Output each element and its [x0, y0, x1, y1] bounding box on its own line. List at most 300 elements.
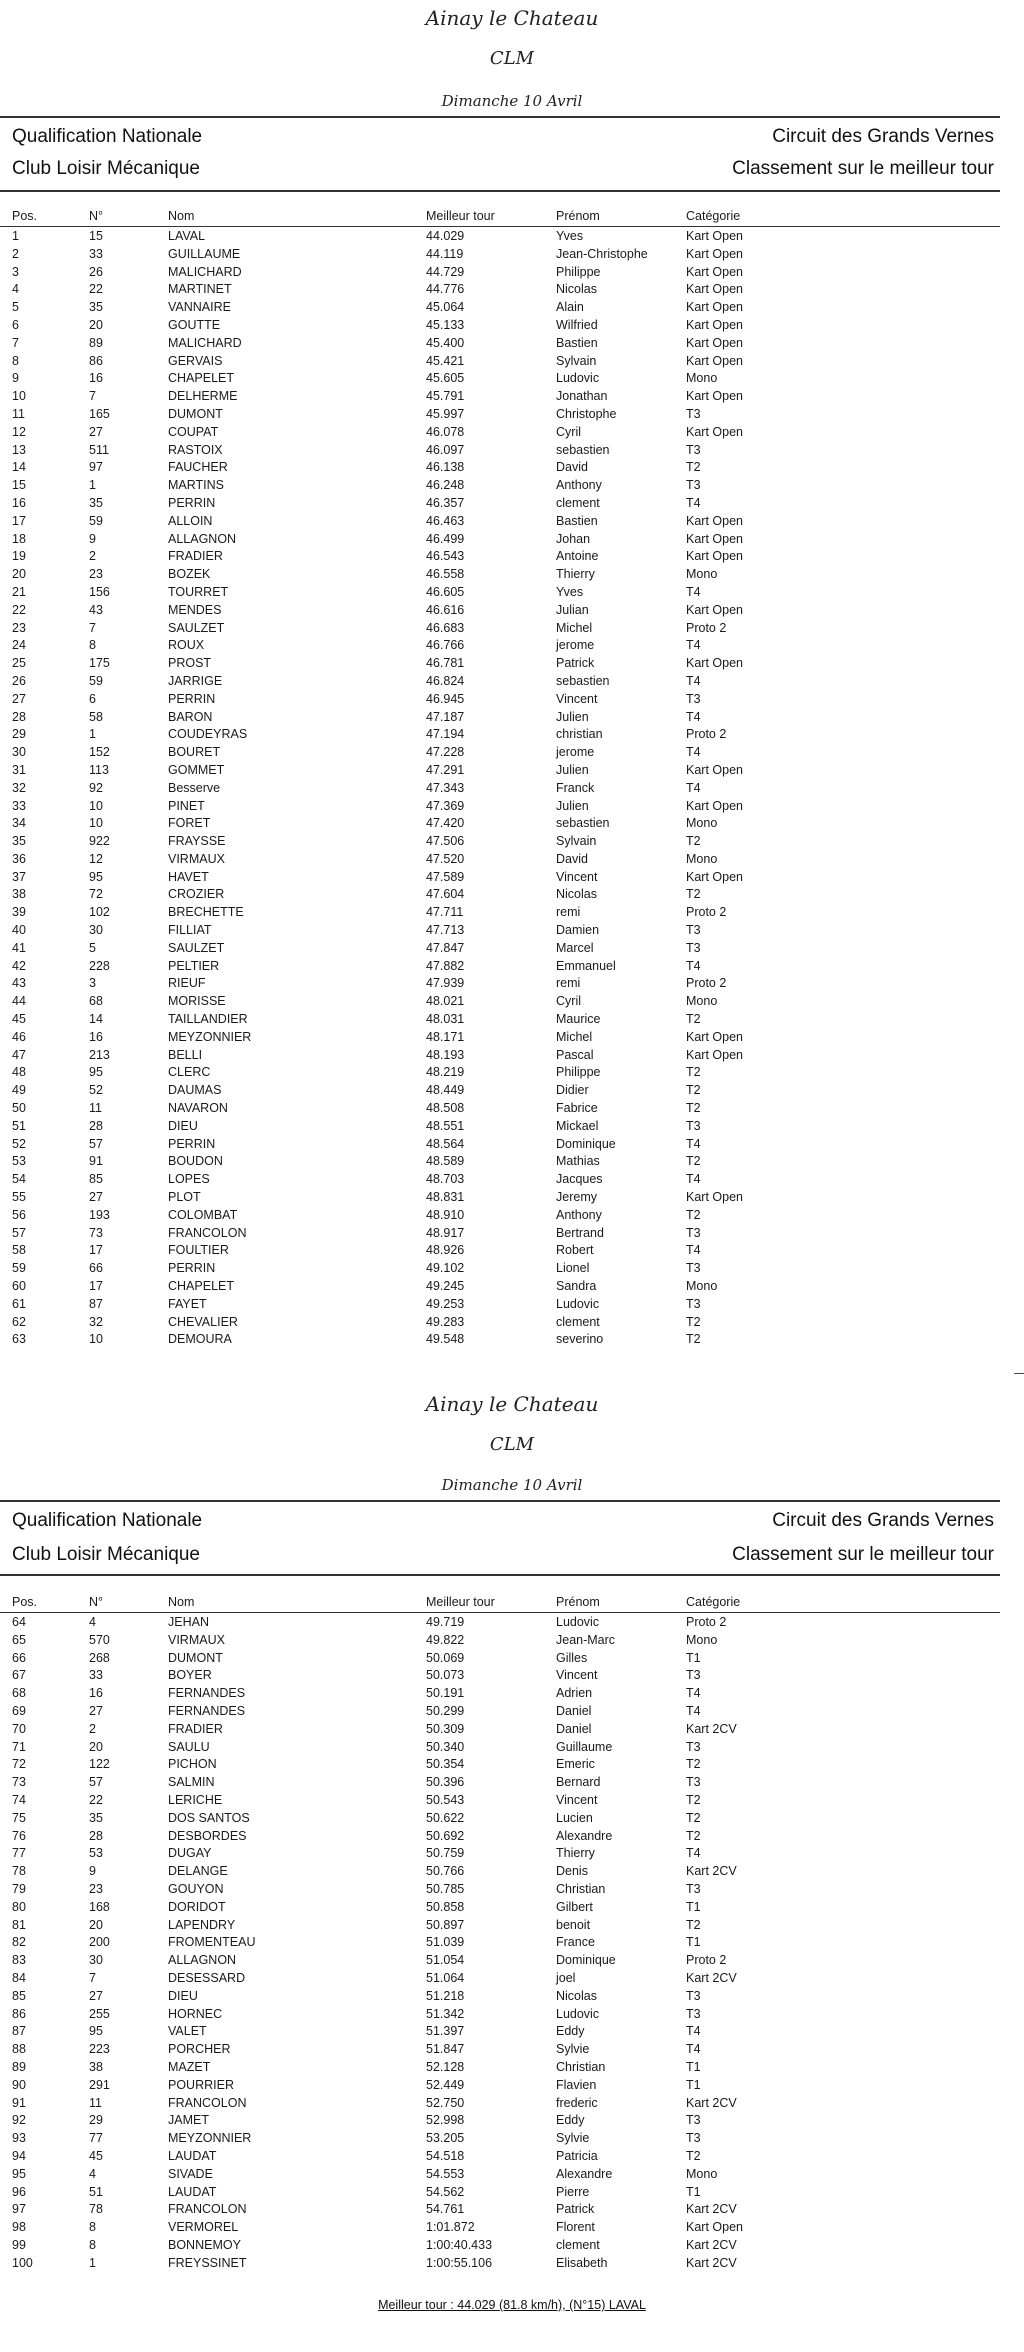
table-row: [0, 1189, 1000, 1207]
cell-first-name: Franck: [556, 780, 595, 795]
cell-first-name: Vincent: [556, 691, 598, 706]
table-row: [0, 2077, 1000, 2095]
cell-best-lap: 44.776: [426, 282, 465, 297]
table-row: [0, 709, 1000, 727]
cell-name: COLOMBAT: [168, 1207, 238, 1222]
table-row: [0, 2255, 1000, 2273]
col-header-name: Nom: [168, 209, 195, 223]
cell-category: T2: [686, 1101, 701, 1116]
cell-first-name: Sandra: [556, 1279, 597, 1294]
cell-category: Kart Open: [686, 1029, 743, 1044]
cell-category: Kart Open: [686, 389, 743, 404]
cell-first-name: Ludovic: [556, 1615, 600, 1629]
cell-number: 86: [89, 353, 103, 368]
cell-best-lap: 46.463: [426, 513, 465, 528]
cell-number: 35: [89, 1810, 103, 1825]
cell-category: Mono: [686, 1279, 718, 1294]
cell-pos: 63: [12, 1332, 26, 1347]
cell-name: CHEVALIER: [168, 1314, 238, 1329]
cell-number: 2: [89, 1721, 96, 1736]
table-row: [0, 1029, 1000, 1047]
cell-name: FRAYSSE: [168, 834, 226, 849]
cell-category: T2: [686, 1828, 701, 1843]
cell-best-lap: 47.187: [426, 709, 465, 724]
table-row: [0, 2041, 1000, 2059]
cell-number: 91: [89, 1154, 103, 1169]
table-row: [0, 1917, 1000, 1935]
table-row: [0, 1331, 1000, 1349]
cell-pos: 27: [12, 691, 26, 706]
cell-name: PINET: [168, 798, 205, 813]
table-row: [0, 1970, 1000, 1988]
cell-number: 9: [89, 1864, 96, 1879]
competition-title: Qualification Nationale: [12, 126, 203, 147]
cell-name: SALMIN: [168, 1775, 215, 1790]
cell-category: T1: [686, 1935, 701, 1950]
cell-pos: 51: [12, 1118, 26, 1133]
cell-best-lap: 54.553: [426, 2166, 465, 2181]
cell-category: T3: [686, 2131, 701, 2146]
table-row: [0, 1650, 1000, 1668]
cell-name: FROMENTEAU: [168, 1935, 256, 1950]
cell-name: MORISSE: [168, 994, 226, 1009]
cell-category: Kart Open: [686, 335, 743, 350]
table-row: [0, 1047, 1000, 1065]
cell-number: 268: [89, 1650, 110, 1665]
table-row: [0, 673, 1000, 691]
cell-number: 20: [89, 317, 103, 332]
cell-first-name: benoit: [556, 1917, 591, 1932]
table-row: [0, 2237, 1000, 2255]
cell-first-name: Michel: [556, 1029, 593, 1044]
cell-best-lap: 45.400: [426, 335, 465, 350]
cell-number: 95: [89, 1065, 103, 1080]
cell-name: FAUCHER: [168, 460, 228, 475]
table-row: [0, 1225, 1000, 1243]
cell-name: DEMOURA: [168, 1332, 232, 1347]
cell-number: 72: [89, 887, 103, 902]
cell-name: COUPAT: [168, 424, 219, 439]
cell-name: DORIDOT: [168, 1899, 226, 1914]
cell-best-lap: 44.729: [426, 264, 465, 279]
cell-pos: 33: [12, 798, 26, 813]
cell-best-lap: 47.711: [426, 905, 464, 920]
cell-name: BRECHETTE: [168, 905, 244, 920]
cell-number: 20: [89, 1917, 103, 1932]
cell-first-name: Pascal: [556, 1047, 594, 1062]
table-row: [0, 1810, 1000, 1828]
cell-number: 57: [89, 1136, 103, 1151]
cell-best-lap: 48.021: [426, 994, 465, 1009]
cell-best-lap: 50.897: [426, 1917, 465, 1932]
cell-pos: 5: [12, 300, 19, 315]
table-row: [0, 833, 1000, 851]
cell-pos: 88: [12, 2042, 26, 2057]
cell-number: 11: [89, 1101, 102, 1116]
cell-pos: 79: [12, 1881, 26, 1896]
cell-first-name: Cyril: [556, 994, 581, 1009]
cell-category: T4: [686, 1243, 701, 1258]
cell-best-lap: 47.939: [426, 976, 465, 991]
cell-best-lap: 53.205: [426, 2131, 465, 2146]
table-row: [0, 1774, 1000, 1792]
cell-name: TOURRET: [168, 584, 229, 599]
cell-best-lap: 47.369: [426, 798, 465, 813]
cell-number: 33: [89, 246, 103, 261]
cell-pos: 59: [12, 1261, 26, 1276]
cell-name: MALICHARD: [168, 264, 242, 279]
cell-best-lap: 45.133: [426, 317, 465, 332]
cell-first-name: Sylvie: [556, 2131, 590, 2146]
cell-category: T2: [686, 1083, 701, 1098]
cell-pos: 35: [12, 834, 26, 849]
cell-name: BELLI: [168, 1047, 203, 1062]
cell-first-name: Patrick: [556, 656, 595, 671]
cell-first-name: joel: [556, 1970, 576, 1985]
cell-best-lap: 50.073: [426, 1668, 465, 1683]
cell-number: 85: [89, 1172, 103, 1187]
cell-pos: 39: [12, 905, 26, 920]
cell-category: T1: [686, 2059, 701, 2074]
cell-category: T1: [686, 2184, 701, 2199]
cell-best-lap: 1:00:55.106: [426, 2255, 493, 2270]
table-row: [0, 1828, 1000, 1846]
cell-number: 59: [89, 513, 103, 528]
cell-name: MALICHARD: [168, 335, 242, 350]
cell-first-name: Flavien: [556, 2077, 597, 2092]
cell-first-name: David: [556, 851, 588, 866]
cell-number: 38: [89, 2059, 103, 2074]
cell-first-name: Ludovic: [556, 371, 600, 386]
cell-pos: 29: [12, 727, 26, 742]
cell-number: 9: [89, 531, 96, 546]
cell-name: GUILLAUME: [168, 246, 241, 261]
cell-category: T3: [686, 2006, 701, 2021]
cell-number: 570: [89, 1632, 110, 1647]
cell-number: 89: [89, 335, 103, 350]
table-row: [0, 1011, 1000, 1029]
col-header-number: N°: [89, 1595, 104, 1609]
cell-pos: 50: [12, 1101, 26, 1116]
cell-name: DELANGE: [168, 1864, 228, 1879]
cell-name: BONNEMOY: [168, 2237, 241, 2252]
cell-number: 10: [89, 816, 103, 831]
table-row: [0, 388, 1000, 406]
cell-name: MARTINS: [168, 478, 225, 493]
cell-best-lap: 50.299: [426, 1703, 465, 1718]
cell-number: 30: [89, 1953, 103, 1968]
cell-first-name: Sylvain: [556, 834, 597, 849]
cell-first-name: Jonathan: [556, 389, 608, 404]
cell-number: 30: [89, 923, 103, 938]
cell-pos: 41: [12, 940, 26, 955]
cell-number: 28: [89, 1118, 103, 1133]
cell-pos: 100: [12, 2255, 33, 2270]
ranking-basis: Classement sur le meilleur tour: [732, 158, 994, 179]
cell-pos: 84: [12, 1970, 26, 1985]
cell-pos: 49: [12, 1083, 26, 1098]
cell-pos: 25: [12, 656, 26, 671]
table-row: [0, 1632, 1000, 1650]
table-row: [0, 1314, 1000, 1332]
cell-first-name: Yves: [556, 229, 584, 243]
cell-best-lap: 51.397: [426, 2024, 465, 2039]
cell-pos: 4: [12, 282, 19, 297]
cell-number: 511: [89, 442, 109, 457]
col-header-first-name: Prénom: [556, 1595, 600, 1609]
cell-pos: 26: [12, 673, 26, 688]
cell-number: 78: [89, 2202, 103, 2217]
cell-best-lap: 50.069: [426, 1650, 465, 1665]
table-row: [0, 1100, 1000, 1118]
cell-number: 53: [89, 1846, 103, 1861]
cell-pos: 9: [12, 371, 19, 386]
cell-pos: 1: [12, 229, 19, 243]
cell-category: T3: [686, 442, 701, 457]
cell-first-name: Sylvain: [556, 353, 597, 368]
cell-number: 3: [89, 976, 96, 991]
cell-name: SIVADE: [168, 2166, 213, 2181]
cell-name: HORNEC: [168, 2006, 223, 2021]
column-header-row: [0, 209, 1000, 227]
cell-category: T1: [686, 1650, 701, 1665]
cell-best-lap: 45.421: [426, 353, 465, 368]
cell-category: Kart 2CV: [686, 2255, 737, 2270]
cell-number: 168: [89, 1899, 110, 1914]
cell-best-lap: 51.342: [426, 2006, 465, 2021]
cell-number: 92: [89, 780, 103, 795]
cell-first-name: Lucien: [556, 1810, 593, 1825]
cell-category: T4: [686, 1172, 701, 1187]
cell-best-lap: 51.218: [426, 1988, 465, 2003]
header-bottom-rule: [0, 1574, 1000, 1576]
cell-first-name: Anthony: [556, 1207, 602, 1222]
cell-pos: 64: [12, 1615, 26, 1629]
cell-pos: 8: [12, 353, 19, 368]
cell-best-lap: 45.997: [426, 406, 465, 421]
cell-name: PORCHER: [168, 2042, 231, 2057]
cell-pos: 42: [12, 958, 26, 973]
cell-number: 17: [89, 1243, 103, 1258]
cell-name: DESBORDES: [168, 1828, 247, 1843]
cell-name: VIRMAUX: [168, 1632, 225, 1647]
cell-category: Proto 2: [686, 727, 727, 742]
cell-first-name: Cyril: [556, 424, 581, 439]
table-row: [0, 602, 1000, 620]
circuit-name: Circuit des Grands Vernes: [772, 1510, 994, 1531]
col-header-name: Nom: [168, 1595, 195, 1609]
cell-best-lap: 48.703: [426, 1172, 465, 1187]
cell-best-lap: 52.128: [426, 2059, 465, 2074]
cell-pos: 78: [12, 1864, 26, 1879]
cell-category: Kart Open: [686, 229, 743, 243]
table-row: [0, 1899, 1000, 1917]
race-type: CLM: [489, 48, 535, 69]
cell-number: 165: [89, 406, 110, 421]
table-row: [0, 744, 1000, 762]
cell-category: T4: [686, 745, 701, 760]
cell-name: PROST: [168, 656, 212, 671]
cell-first-name: Emmanuel: [556, 958, 616, 973]
cell-pos: 43: [12, 976, 26, 991]
cell-first-name: Guillaume: [556, 1739, 613, 1754]
cell-name: ALLAGNON: [168, 531, 237, 546]
cell-name: PERRIN: [168, 1136, 216, 1151]
cell-pos: 23: [12, 620, 26, 635]
cell-best-lap: 47.506: [426, 834, 465, 849]
table-row: [0, 1863, 1000, 1881]
competition-title: Qualification Nationale: [12, 1510, 203, 1531]
cell-number: 29: [89, 2113, 103, 2128]
cell-first-name: Pierre: [556, 2184, 590, 2199]
table-row: [0, 495, 1000, 513]
cell-number: 5: [89, 940, 96, 955]
cell-pos: 85: [12, 1988, 26, 2003]
cell-category: T2: [686, 834, 701, 849]
cell-first-name: Marcel: [556, 940, 594, 955]
cell-category: Mono: [686, 2166, 718, 2181]
cell-pos: 3: [12, 264, 19, 279]
cell-first-name: Robert: [556, 1243, 594, 1258]
cell-category: T3: [686, 1668, 701, 1683]
cell-name: BOUDON: [168, 1154, 223, 1169]
club-name: Club Loisir Mécanique: [12, 1544, 200, 1565]
cell-name: JARRIGE: [168, 673, 223, 688]
cell-pos: 15: [12, 478, 26, 493]
cell-first-name: Philippe: [556, 1065, 601, 1080]
cell-pos: 92: [12, 2113, 26, 2128]
cell-first-name: Daniel: [556, 1703, 592, 1718]
cell-first-name: Julien: [556, 762, 589, 777]
table-row: [0, 798, 1000, 816]
cell-best-lap: 48.917: [426, 1225, 465, 1240]
cell-category: T4: [686, 495, 701, 510]
cell-pos: 45: [12, 1012, 26, 1027]
cell-best-lap: 50.340: [426, 1739, 465, 1754]
cell-category: Kart Open: [686, 1190, 743, 1205]
cell-name: JAMET: [168, 2113, 209, 2128]
cell-name: SAULZET: [168, 940, 225, 955]
table-row: [0, 2059, 1000, 2077]
cell-pos: 68: [12, 1686, 26, 1701]
cell-name: CHAPELET: [168, 1279, 234, 1294]
cell-number: 10: [89, 798, 103, 813]
event-title: Ainay le Chateau: [425, 1392, 599, 1416]
cell-best-lap: 47.228: [426, 745, 465, 760]
cell-pos: 65: [12, 1632, 26, 1647]
cell-number: 59: [89, 673, 103, 688]
table-row: [0, 335, 1000, 353]
cell-number: 15: [89, 229, 103, 243]
cell-pos: 22: [12, 602, 26, 617]
cell-best-lap: 44.029: [426, 229, 465, 243]
cell-number: 255: [89, 2006, 110, 2021]
cell-name: FRADIER: [168, 1721, 223, 1736]
cell-pos: 91: [12, 2095, 26, 2110]
cell-number: 17: [89, 1279, 103, 1294]
cell-name: VERMOREL: [168, 2220, 239, 2235]
cell-pos: 44: [12, 994, 26, 1009]
cell-pos: 86: [12, 2006, 26, 2021]
cell-pos: 55: [12, 1190, 26, 1205]
cell-name: DIEU: [168, 1988, 198, 2003]
cell-name: FORET: [168, 816, 211, 831]
cell-category: T4: [686, 673, 701, 688]
table-row: [0, 1207, 1000, 1225]
cell-pos: 97: [12, 2202, 26, 2217]
cell-name: GOUTTE: [168, 317, 221, 332]
cell-name: DUGAY: [168, 1846, 212, 1861]
cell-pos: 81: [12, 1917, 26, 1932]
cell-first-name: Gilbert: [556, 1899, 593, 1914]
cell-name: MEYZONNIER: [168, 2131, 252, 2146]
cell-number: 58: [89, 709, 103, 724]
table-row: [0, 584, 1000, 602]
cell-number: 20: [89, 1739, 103, 1754]
cell-category: T4: [686, 1136, 701, 1151]
cell-best-lap: 50.766: [426, 1864, 465, 1879]
cell-best-lap: 49.245: [426, 1279, 465, 1294]
cell-number: 193: [89, 1207, 110, 1222]
cell-best-lap: 44.119: [426, 246, 464, 261]
cell-first-name: Damien: [556, 923, 600, 938]
cell-best-lap: 46.683: [426, 620, 465, 635]
cell-category: T4: [686, 584, 701, 599]
cell-pos: 72: [12, 1757, 26, 1772]
cell-first-name: Bastien: [556, 513, 598, 528]
cell-first-name: David: [556, 460, 588, 475]
cell-number: 6: [89, 691, 96, 706]
cell-name: PELTIER: [168, 958, 220, 973]
circuit-name: Circuit des Grands Vernes: [772, 126, 994, 147]
cell-number: 27: [89, 424, 103, 439]
cell-number: 16: [89, 1686, 103, 1701]
table-row: [0, 1242, 1000, 1260]
cell-category: T1: [686, 2077, 701, 2092]
cell-number: 28: [89, 1828, 103, 1843]
cell-category: T2: [686, 1332, 701, 1347]
cell-name: FERNANDES: [168, 1686, 246, 1701]
cell-first-name: Didier: [556, 1083, 589, 1098]
cell-category: Kart Open: [686, 282, 743, 297]
cell-category: Mono: [686, 567, 718, 582]
cell-category: Kart 2CV: [686, 2202, 737, 2217]
cell-number: 228: [89, 958, 110, 973]
cell-name: CLERC: [168, 1065, 211, 1080]
cell-first-name: Daniel: [556, 1721, 592, 1736]
cell-number: 66: [89, 1261, 103, 1276]
cell-category: Kart Open: [686, 602, 743, 617]
cell-first-name: Denis: [556, 1864, 588, 1879]
table-row: [0, 1136, 1000, 1154]
cell-pos: 57: [12, 1225, 26, 1240]
table-row: [0, 1153, 1000, 1171]
cell-name: FREYSSINET: [168, 2255, 247, 2270]
cell-category: Mono: [686, 1632, 718, 1647]
cell-name: DUMONT: [168, 1650, 223, 1665]
cell-category: Kart 2CV: [686, 1970, 737, 1985]
cell-name: ROUX: [168, 638, 205, 653]
cell-number: 213: [89, 1047, 110, 1062]
col-header-best-lap: Meilleur tour: [426, 1595, 495, 1609]
cell-number: 152: [89, 745, 110, 760]
table-row: [0, 459, 1000, 477]
cell-category: T3: [686, 1118, 701, 1133]
cell-best-lap: 50.692: [426, 1828, 465, 1843]
table-row: [0, 2112, 1000, 2130]
table-row: [0, 2095, 1000, 2113]
table-row: [0, 1296, 1000, 1314]
